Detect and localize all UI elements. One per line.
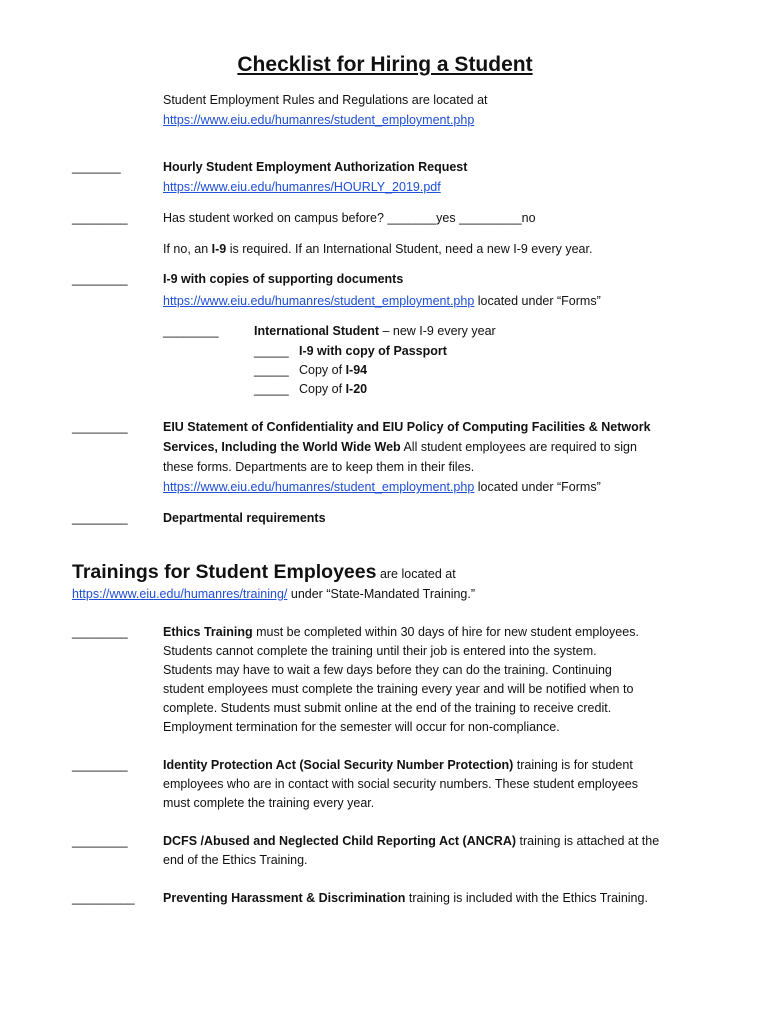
intro-text: Student Employment Rules and Regulations are located at	[163, 93, 488, 107]
checkbox-blank-worked-before[interactable]: ________	[72, 211, 128, 225]
checkbox-blank-harassment[interactable]: _________	[72, 891, 135, 905]
ethics-line1: Ethics Training must be completed within 30 days of hire for new student employees.	[163, 625, 639, 639]
no-blank[interactable]: _________no	[459, 211, 536, 225]
dcfs-line: end of the Ethics Training.	[163, 853, 308, 867]
confidentiality-line1: EIU Statement of Confidentiality and EIU Policy of Computing Facilities & Network	[163, 420, 651, 434]
checkbox-blank-i20[interactable]: _____	[254, 382, 289, 396]
checkbox-blank-i94[interactable]: _____	[254, 363, 289, 377]
confidentiality-line2: Services, Including the World Wide Web All student employees are required to sign	[163, 440, 637, 454]
checkbox-blank-passport[interactable]: _____	[254, 344, 289, 358]
ethics-line: Employment termination for the semester will occur for non-compliance.	[163, 720, 560, 734]
harassment-line1: Preventing Harassment & Discrimination training is included with the Ethics Training.	[163, 891, 648, 905]
worked-before-question: Has student worked on campus before? _______yes _________no	[163, 211, 536, 225]
departmental-label: Departmental requirements	[163, 511, 326, 525]
i20-label: Copy of I-20	[299, 382, 368, 396]
checkbox-blank-hourly[interactable]: _______	[72, 160, 121, 174]
i9-label: I-9 with copies of supporting documents	[163, 272, 404, 286]
passport-label: I-9 with copy of Passport	[299, 344, 447, 358]
dcfs-line1: DCFS /Abused and Neglected Child Reporting Act (ANCRA) training is attached at the	[163, 834, 660, 848]
identity-line1: Identity Protection Act (Social Security Number Protection) training is for student	[163, 758, 633, 772]
intro-link[interactable]: https://www.eiu.edu/humanres/student_employment.php	[163, 113, 475, 127]
ethics-line: complete. Students must submit online at the end of the training to receive credit.	[163, 701, 612, 715]
checkbox-blank-confidentiality[interactable]: ________	[72, 420, 128, 434]
checkbox-blank-i9[interactable]: ________	[72, 272, 128, 286]
ethics-line: Students may have to wait a few days before they can do the training. Continuing	[163, 663, 612, 677]
checkbox-blank-international[interactable]: ________	[163, 324, 219, 338]
ethics-line: Students cannot complete the training until their job is entered into the system.	[163, 644, 597, 658]
checkbox-blank-dcfs[interactable]: ________	[72, 834, 128, 848]
ethics-line: student employees must complete the training every year and will be notified when to	[163, 682, 634, 696]
i9-link-line: https://www.eiu.edu/humanres/student_employment.php located under “Forms”	[163, 294, 601, 308]
trainings-heading: Trainings for Student Employees are located at	[72, 561, 456, 583]
confidentiality-line3: these forms. Departments are to keep them in their files.	[163, 460, 475, 474]
i94-label: Copy of I-94	[299, 363, 368, 377]
hourly-link[interactable]: https://www.eiu.edu/humanres/HOURLY_2019.pdf	[163, 180, 441, 194]
checkbox-blank-departmental[interactable]: ________	[72, 511, 128, 525]
identity-line: must complete the training every year.	[163, 796, 375, 810]
identity-line: employees who are in contact with social security numbers. These student employees	[163, 777, 639, 791]
confidentiality-link-line: https://www.eiu.edu/humanres/student_employment.php located under “Forms”	[163, 480, 601, 494]
i9-link[interactable]: https://www.eiu.edu/humanres/student_employment.php	[163, 294, 475, 308]
trainings-link[interactable]: https://www.eiu.edu/humanres/training/	[72, 587, 288, 601]
checkbox-blank-ethics[interactable]: ________	[72, 625, 128, 639]
yes-blank[interactable]: _______yes	[387, 211, 456, 225]
hourly-label: Hourly Student Employment Authorization Request	[163, 160, 468, 174]
i9-requirement-note: If no, an I-9 is required. If an International Student, need a new I-9 every year.	[163, 242, 593, 256]
confidentiality-link[interactable]: https://www.eiu.edu/humanres/student_employment.php	[163, 480, 475, 494]
international-student-label: International Student – new I-9 every year	[254, 324, 496, 338]
checkbox-blank-identity[interactable]: ________	[72, 758, 128, 772]
page-title: Checklist for Hiring a Student	[237, 53, 533, 76]
trainings-link-line: https://www.eiu.edu/humanres/training/ under “State-Mandated Training.”	[72, 587, 476, 601]
